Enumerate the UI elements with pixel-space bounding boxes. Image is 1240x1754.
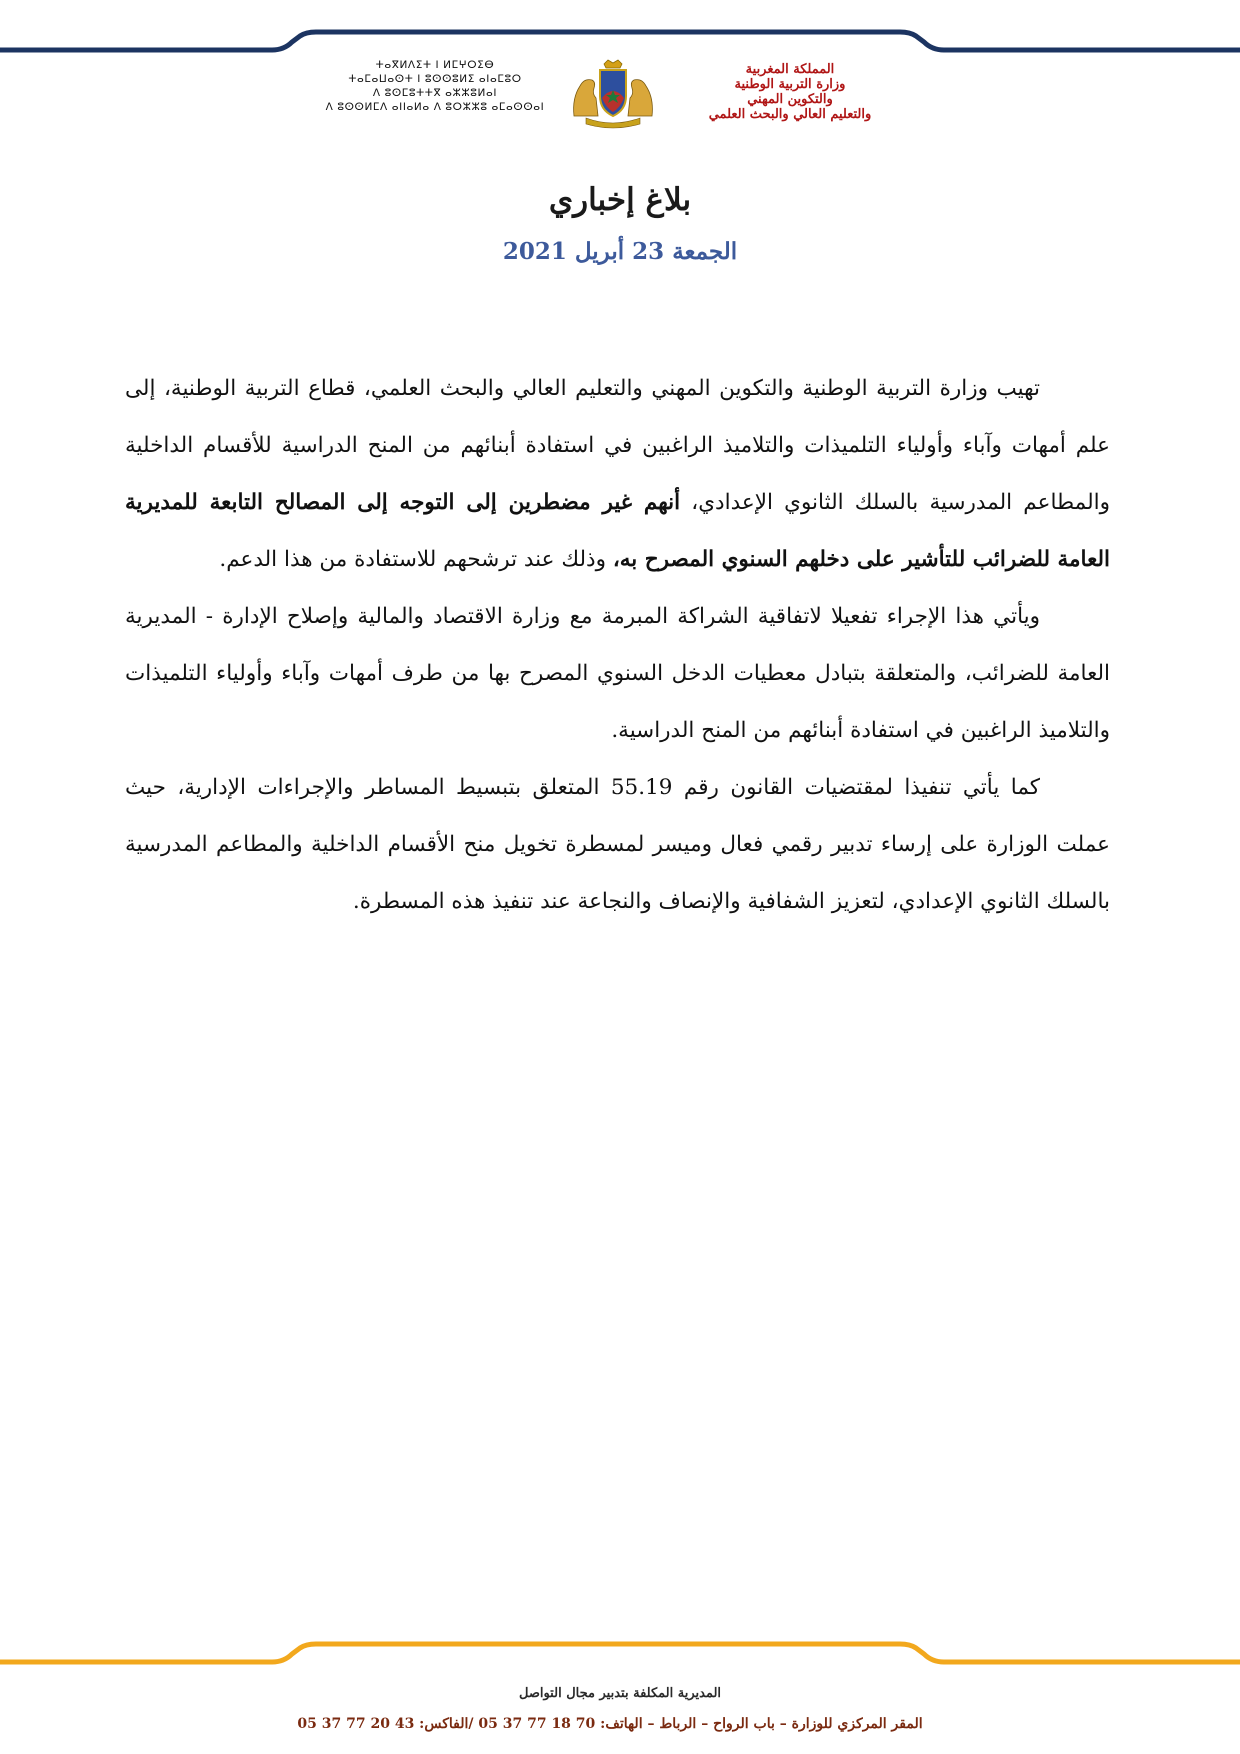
ministry-name-arabic: المملكة المغربية وزارة التربية الوطنية والتكوين المهني والتعليم العالي والبحث العلمي [708, 62, 872, 122]
footer-department: المديرية المكلفة بتدبير مجال التواصل [518, 1686, 722, 1701]
tifinagh-ministry-name: ⵜⴰⴳⵍⴷⵉⵜ ⵏ ⵍⵎⵖⵔⵉⴱ ⵜⴰⵎⴰⵡⴰⵙⵜ ⵏ ⵓⵙⵙⵓⵍⵉ ⴰⵏⴰⵎⵓⵔ ⴷ ⵓⵙⵎⵓⵜⵜⴳ ⴰⵣⵣⵓⵍⴰⵏ ⴷ ⵓⵙⵙⵍⵎⴷ ⴰⵏⵏⴰⵍⴰ ⴷ ⵓⵔⵣⵣⵓ ⴰⵎⴰⵙⵙⴰⵏ [325, 59, 545, 113]
paragraph-3: كما يأتي تنفيذا لمقتضيات القانون رقم 55.19 المتعلق بتبسيط المساطر والإجراءات الإدارية، حيث عملت الوزارة على إرساء تدبير رقمي فعال وميسر لمسطرة تخويل منح الأقسام الداخلية والمطاعم المدرسية بالسلك الثانوي الإعدادي، لتعزيز الشفافية والإنصاف والنجاعة عند تنفيذ هذه المسطرة. [125, 775, 1110, 914]
paragraph-1: تهيب وزارة التربية الوطنية والتكوين المهني والتعليم العالي والبحث العلمي، قطاع التربية الوطنية، إلى علم أمهات وآباء وأولياء التلميذات والتلاميذ الراغبين في استفادة أبنائهم من المنح الدراسية للأقسام الداخلية والمطاعم المدرسية بالسلك الثانوي الإعدادي، أنهم غير مضطرين إلى التوجه إلى المصالح التابعة للمديرية العامة للضرائب للتأشير على دخلهم السنوي المصرح به، وذلك عند ترشحهم للاستفادة من هذا الدعم. [125, 376, 1110, 572]
document-body [125, 360, 1110, 930]
document-title: بلاغ إخباري [548, 182, 692, 218]
letterhead [0, 58, 1240, 148]
bold-statement: أنهم غير مضطرين إلى التوجه إلى المصالح التابعة للمديرية العامة للضرائب للتأشير على دخلهم السنوي المصرح به، [125, 490, 1110, 572]
coat-of-arms-icon [568, 58, 658, 130]
bottom-border-band [0, 1636, 1240, 1666]
paragraph-2: ويأتي هذا الإجراء تفعيلا لاتفاقية الشراكة المبرمة مع وزارة الاقتصاد والمالية وإصلاح الإدارة - المديرية العامة للضرائب، والمتعلقة بتبادل معطيات الدخل السنوي المصرح بها من طرف أمهات وآباء وأولياء التلميذات والتلاميذ الراغبين في استفادة أبنائهم من المنح الدراسية. [125, 604, 1110, 743]
document-date: الجمعة 23 أبريل 2021 [502, 238, 738, 265]
footer-contact: المقر المركزي للوزارة – باب الرواح – الرباط – الهاتف: 70 18 77 37 05 /الفاكس: 43 20 77 37 05 [297, 1716, 923, 1732]
